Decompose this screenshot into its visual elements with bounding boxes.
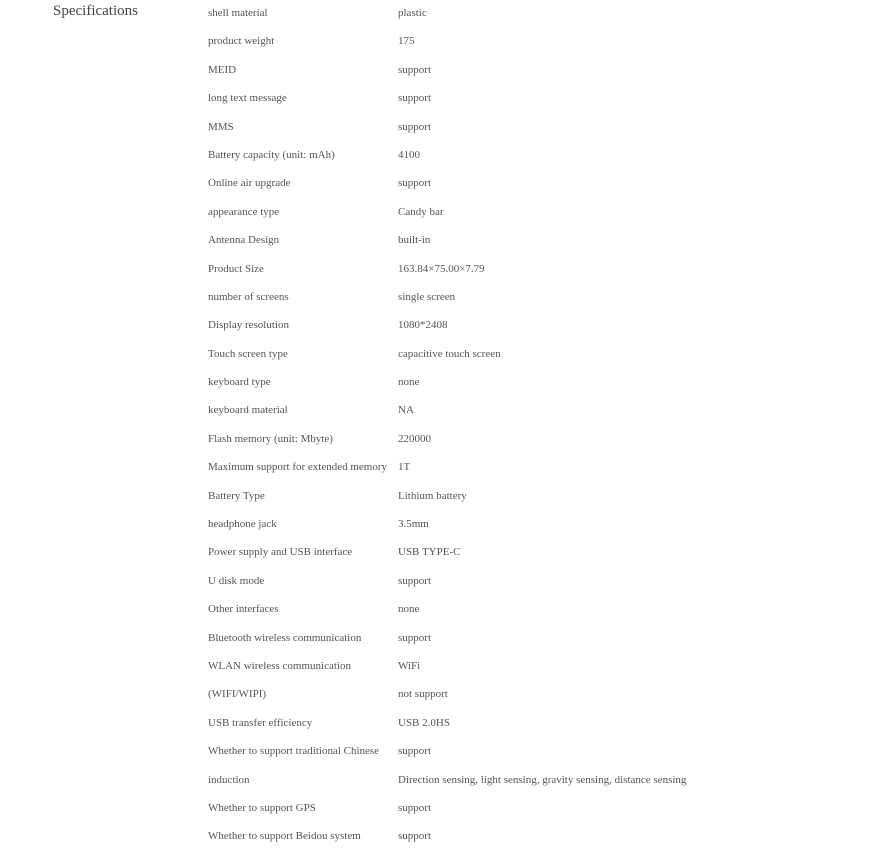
- spec-value: none: [398, 376, 420, 389]
- spec-row: [208, 57, 808, 85]
- spec-row: [208, 710, 808, 738]
- spec-value: support: [398, 801, 431, 814]
- spec-key: Maximum support for extended memory: [208, 461, 388, 474]
- spec-row: [208, 454, 808, 482]
- spec-row: [208, 568, 808, 596]
- spec-value: 1080*2408: [398, 319, 448, 332]
- spec-value: 3.5mm: [398, 518, 429, 531]
- spec-value: support: [398, 177, 431, 190]
- spec-value: support: [398, 63, 431, 76]
- spec-key: induction: [208, 773, 250, 786]
- spec-row: [208, 539, 808, 567]
- spec-value: USB TYPE-C: [398, 546, 461, 559]
- spec-key: MEID: [208, 63, 237, 76]
- spec-key: number of screens: [208, 290, 289, 303]
- spec-table: [208, 0, 808, 852]
- spec-value: 1T: [398, 461, 411, 474]
- spec-row: [208, 284, 808, 312]
- spec-key: Antenna Design: [208, 234, 280, 247]
- spec-key: appearance type: [208, 205, 280, 218]
- spec-row: [208, 142, 808, 170]
- spec-value: 220000: [398, 432, 431, 445]
- spec-key: Product Size: [208, 262, 264, 275]
- spec-key: Power supply and USB interface: [208, 546, 353, 559]
- spec-key: shell material: [208, 7, 268, 19]
- section-title: Specifications: [53, 3, 138, 19]
- spec-value: WiFi: [398, 659, 421, 672]
- spec-row: [208, 681, 808, 709]
- spec-row: [208, 426, 808, 454]
- spec-value: none: [398, 603, 420, 616]
- spec-value: 163.84×75.00×7.79: [398, 262, 485, 275]
- spec-value: support: [398, 120, 431, 133]
- spec-value: Direction sensing, light sensing, gravity sensing, distance sensing: [398, 773, 687, 786]
- spec-key: Bluetooth wireless communication: [208, 631, 362, 644]
- spec-key: keyboard material: [208, 404, 288, 417]
- spec-row: [208, 625, 808, 653]
- spec-row: [208, 738, 808, 766]
- spec-key: Whether to support GPS: [208, 801, 316, 814]
- spec-key: Online air upgrade: [208, 177, 291, 190]
- spec-key: Flash memory (unit: Mbyte): [208, 432, 333, 445]
- spec-row: [208, 199, 808, 227]
- spec-value: support: [398, 631, 431, 644]
- spec-value: support: [398, 745, 431, 758]
- spec-row: [208, 256, 808, 284]
- spec-value: Candy bar: [398, 205, 444, 218]
- spec-value: USB 2.0HS: [398, 716, 450, 729]
- spec-row: [208, 369, 808, 397]
- spec-key: Whether to support traditional Chinese: [208, 745, 380, 758]
- spec-value: single screen: [398, 290, 456, 303]
- spec-key: Battery capacity (unit: mAh): [208, 148, 335, 161]
- spec-value: 175: [398, 35, 415, 48]
- spec-key: product weight: [208, 35, 275, 48]
- spec-key: USB transfer efficiency: [208, 716, 313, 729]
- spec-value: support: [398, 574, 431, 587]
- spec-row: [208, 596, 808, 624]
- spec-value: built-in: [398, 234, 431, 247]
- spec-key: U disk mode: [208, 574, 265, 587]
- spec-row: [208, 85, 808, 113]
- spec-value: Lithium battery: [398, 489, 467, 502]
- spec-row: [208, 341, 808, 369]
- spec-key: MMS: [208, 120, 234, 133]
- spec-row: [208, 397, 808, 425]
- spec-value: capacitive touch screen: [398, 347, 501, 360]
- spec-row: [208, 170, 808, 198]
- spec-key: Touch screen type: [208, 347, 288, 360]
- spec-value: support: [398, 830, 431, 843]
- spec-value: plastic: [398, 7, 427, 19]
- spec-key: Battery Type: [208, 489, 265, 502]
- spec-value: NA: [398, 404, 414, 417]
- spec-key: Other interfaces: [208, 603, 279, 616]
- spec-key: headphone jack: [208, 518, 277, 531]
- spec-row: [208, 511, 808, 539]
- spec-row: [208, 227, 808, 255]
- spec-key: long text message: [208, 92, 287, 105]
- spec-key: (WIFI/WIPI): [208, 688, 267, 701]
- spec-row: [208, 653, 808, 681]
- spec-key: Whether to support Beidou system: [208, 830, 361, 843]
- spec-row: [208, 795, 808, 823]
- spec-value: 4100: [398, 148, 420, 161]
- spec-value: support: [398, 92, 431, 105]
- spec-key: keyboard type: [208, 376, 271, 389]
- spec-key: WLAN wireless communication: [208, 659, 351, 672]
- spec-row: [208, 823, 808, 851]
- spec-row: [208, 0, 808, 28]
- spec-key: Display resolution: [208, 319, 289, 332]
- spec-value: not support: [398, 688, 448, 701]
- spec-row: [208, 312, 808, 340]
- spec-row: [208, 483, 808, 511]
- spec-row: [208, 767, 808, 795]
- spec-row: [208, 28, 808, 56]
- spec-row: [208, 114, 808, 142]
